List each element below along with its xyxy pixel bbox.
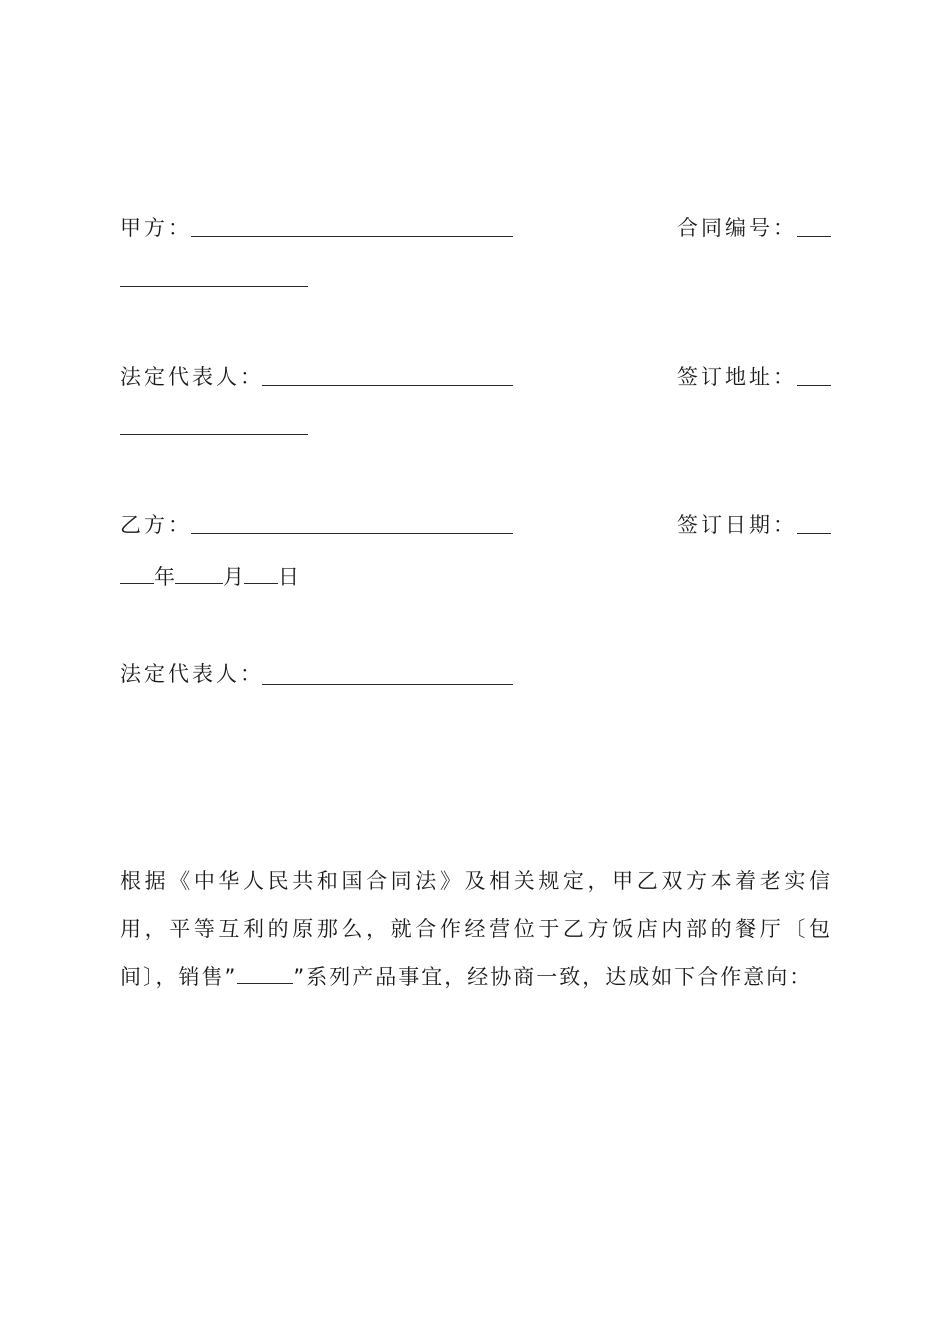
legal-rep-a-label: 法定代表人： <box>120 365 264 389</box>
legal-rep-b-label: 法定代表人： <box>120 662 264 686</box>
contract-no-blank[interactable] <box>797 236 831 237</box>
contract-no-label: 合同编号： <box>677 216 797 240</box>
sign-address-label: 签订地址： <box>677 365 797 389</box>
party-b-blank[interactable] <box>191 533 513 534</box>
date-day-blank[interactable] <box>244 565 278 584</box>
date-year-unit: 年 <box>154 565 175 589</box>
product-name-blank[interactable] <box>237 963 293 984</box>
sign-date-label: 签订日期： <box>677 513 797 537</box>
intro-text-part2: ”系列产品事宜，经协商一致，达成如下合作意向： <box>293 965 813 989</box>
intro-paragraph <box>120 857 832 1001</box>
date-year-blank[interactable] <box>120 565 154 584</box>
contract-no-blank-continued[interactable] <box>120 286 308 287</box>
party-a-label: 甲方： <box>120 216 192 240</box>
date-day-unit: 日 <box>278 565 299 589</box>
party-a-blank[interactable] <box>191 236 513 237</box>
legal-rep-b-blank[interactable] <box>262 684 513 685</box>
intro-text-part1: 根据《中华人民共和国合同法》及相关规定，甲乙双方本着老实信用，平等互利的原那么，就合作经营位于乙方饭店内部的餐厅〔包间〕，销售” <box>120 869 832 989</box>
legal-rep-a-blank[interactable] <box>262 385 513 386</box>
sign-address-blank-continued[interactable] <box>120 434 308 435</box>
date-month-unit: 月 <box>223 565 244 589</box>
sign-address-blank[interactable] <box>797 385 831 386</box>
party-b-label: 乙方： <box>120 513 192 537</box>
sign-date-blank[interactable] <box>797 533 831 534</box>
date-month-blank[interactable] <box>175 565 223 584</box>
sign-date-fields <box>120 565 299 588</box>
